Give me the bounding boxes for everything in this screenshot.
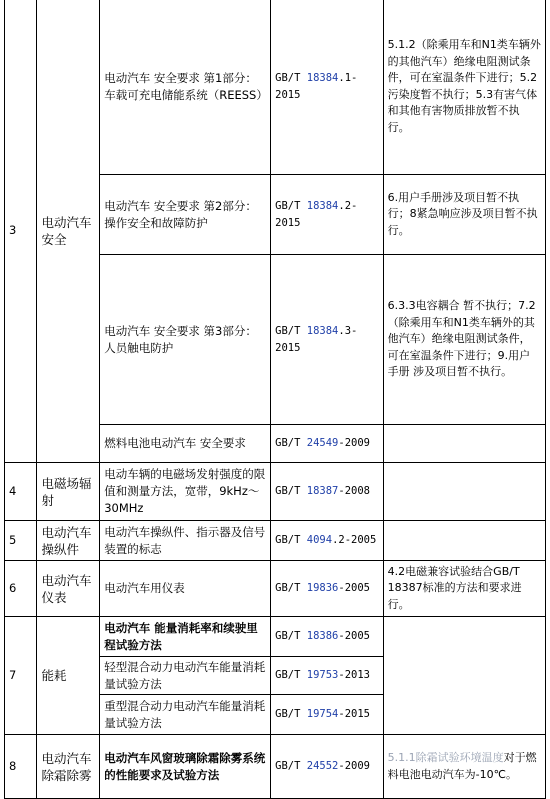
standard-name: 电动汽车 安全要求 第1部分：车载可充电储能系统（REESS） xyxy=(100,0,271,175)
note-cell xyxy=(383,617,545,735)
standard-name: 电动汽车操纵件、指示器及信号装置的标志 xyxy=(100,521,271,561)
note-cell xyxy=(383,521,545,561)
standard-name: 电动汽车风窗玻璃除霜除雾系统的性能要求及试验方法 xyxy=(100,735,271,799)
standards-table xyxy=(4,0,546,799)
row-number: 6 xyxy=(5,561,37,617)
standard-number: GB/T 24549-2009 xyxy=(271,425,384,463)
note-light-text: 5.1.1除霜试验环境温度 xyxy=(387,751,504,764)
note-cell: 6.3.3电容耦合 暂不执行；7.2（除乘用车和N1类车辆外的其他汽车）绝缘电阻测试条件，可在室温条件下进行；9.用户手册 涉及项目暂不执行。 xyxy=(383,255,545,425)
row-number: 7 xyxy=(5,617,37,735)
standard-number: GB/T 4094.2-2005 xyxy=(271,521,384,561)
standard-number: GB/T 18387-2008 xyxy=(271,463,384,521)
row-number: 8 xyxy=(5,735,37,799)
table-row xyxy=(5,617,546,657)
standard-number: GB/T 18386-2005 xyxy=(271,617,384,657)
standard-number: GB/T 19836-2005 xyxy=(271,561,384,617)
table-row xyxy=(5,735,546,799)
category-cell: 电动汽车安全 xyxy=(37,0,100,463)
table-row xyxy=(5,463,546,521)
row-number: 3 xyxy=(5,0,37,463)
standard-number: GB/T 18384.1-2015 xyxy=(271,0,384,175)
standard-name: 电动汽车 安全要求 第3部分：人员触电防护 xyxy=(100,255,271,425)
row-number: 5 xyxy=(5,521,37,561)
note-cell xyxy=(383,735,545,799)
category-cell: 电磁场辐射 xyxy=(37,463,100,521)
category-cell: 电动汽车操纵件 xyxy=(37,521,100,561)
note-cell: 5.1.2（除乘用车和N1类车辆外的其他汽车）绝缘电阻测试条件，可在室温条件下进行；5.2污染度暂不执行；5.3有害气体和其他有害物质排放暂不执行。 xyxy=(383,0,545,175)
standard-number: GB/T 24552-2009 xyxy=(271,735,384,799)
category-cell: 能耗 xyxy=(37,617,100,735)
standard-name: 燃料电池电动汽车 安全要求 xyxy=(100,425,271,463)
note-cell xyxy=(383,425,545,463)
note-cell xyxy=(383,463,545,521)
note-cell: 6.用户手册涉及项目暂不执行；8紧急响应涉及项目暂不执行。 xyxy=(383,175,545,255)
note-text: 对于燃料电池电动汽车为-10℃。 xyxy=(387,751,537,781)
table-row xyxy=(5,0,546,175)
standard-name: 电动车辆的电磁场发射强度的限值和测量方法，宽带，9kHz～30MHz xyxy=(100,463,271,521)
category-cell: 电动汽车仪表 xyxy=(37,561,100,617)
table-row xyxy=(5,561,546,617)
standard-number: GB/T 18384.2-2015 xyxy=(271,175,384,255)
standard-number: GB/T 19754-2015 xyxy=(271,695,384,735)
standard-name: 电动汽车 能量消耗率和续驶里程试验方法 xyxy=(100,617,271,657)
standard-name: 重型混合动力电动汽车能量消耗量试验方法 xyxy=(100,695,271,735)
standard-number: GB/T 19753-2013 xyxy=(271,657,384,695)
standard-number: GB/T 18384.3-2015 xyxy=(271,255,384,425)
standard-name: 电动汽车用仪表 xyxy=(100,561,271,617)
standard-name: 轻型混合动力电动汽车能量消耗量试验方法 xyxy=(100,657,271,695)
table-row xyxy=(5,521,546,561)
standard-name: 电动汽车 安全要求 第2部分：操作安全和故障防护 xyxy=(100,175,271,255)
category-cell: 电动汽车除霜除雾 xyxy=(37,735,100,799)
note-cell: 4.2电磁兼容试验结合GB/T 18387标准的方法和要求进行。 xyxy=(383,561,545,617)
row-number: 4 xyxy=(5,463,37,521)
